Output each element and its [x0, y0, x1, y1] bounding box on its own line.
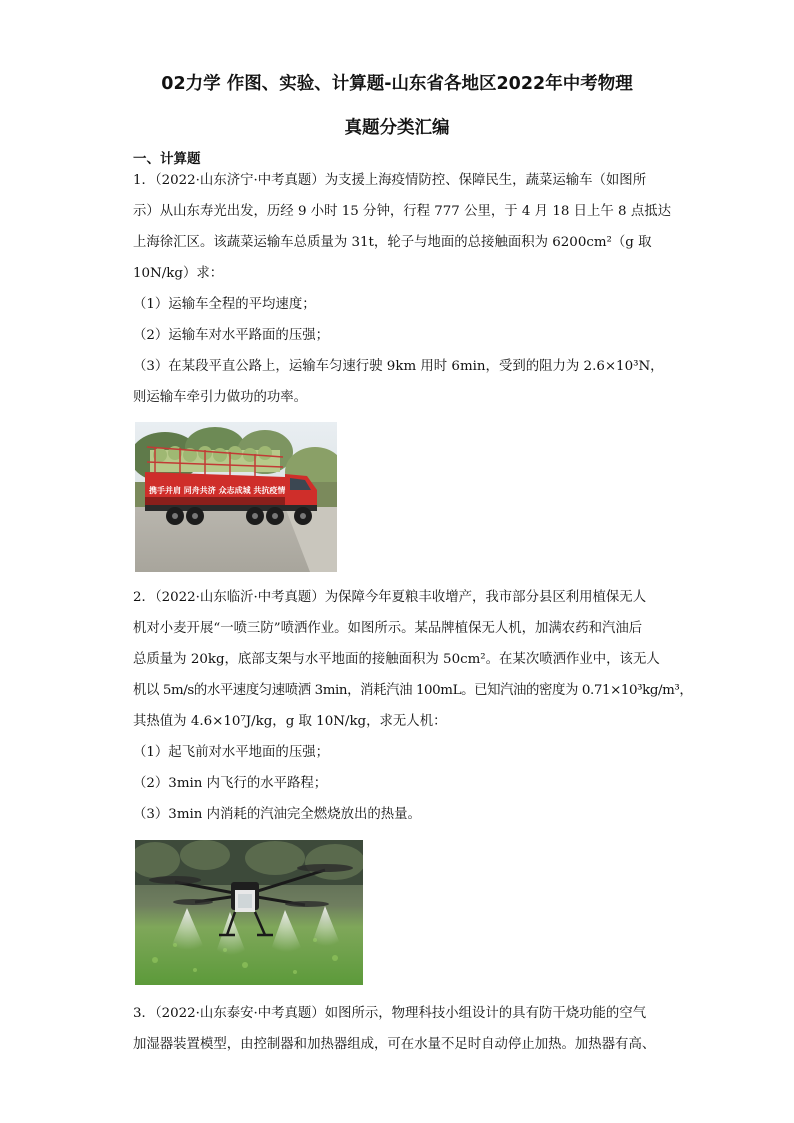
truck-banner-text: 携手并肩 同舟共济 众志成城 共抗疫情 [149, 486, 286, 495]
q1-line: 1．（2022·山东济宁·中考真题）为支援上海疫情防控、保障民生，蔬菜运输车（如图所 [133, 173, 647, 188]
q1-line: 10N/kg）求： [133, 266, 224, 281]
q1-line: 示）从山东寿光出发，历经 9 小时 15 分钟，行程 777 公里，于 4 月 18 日上午 8 点抵达 [133, 204, 671, 219]
q2-sub-question-2: （2）3min 内飞行的水平路程； [133, 776, 328, 791]
q2-sub-question-3: （3）3min 内消耗的汽油完全燃烧放出的热量。 [133, 807, 421, 822]
q2-sub-question-1: （1）起飞前对水平地面的压强； [133, 745, 329, 760]
q1-sub-question-3: （3）在某段平直公路上，运输车匀速行驶 9km 用时 6min，受到的阻力为 2.6×10³N， [133, 359, 664, 374]
section-heading: 一、计算题 [133, 151, 201, 167]
question-2-text [133, 582, 693, 830]
q2-line: 机对小麦开展“一喷三防”喷洒作业。如图所示。某品牌植保无人机，加满农药和汽油后 [133, 621, 643, 636]
q1-sub-question-1: （1）运输车全程的平均速度； [133, 297, 316, 312]
q2-line: 其热值为 4.6×10⁷J/kg，g 取 10N/kg，求无人机： [133, 714, 447, 729]
question-3-text [133, 998, 661, 1060]
q1-sub-question-3-cont: 则运输车牵引力做功的功率。 [133, 390, 308, 405]
q3-line: 3．（2022·山东泰安·中考真题）如图所示，物理科技小组设计的具有防干烧功能的空气 [133, 1006, 647, 1021]
q1-sub-question-2: （2）运输车对水平路面的压强； [133, 328, 329, 343]
agricultural-drone-photo [135, 840, 363, 985]
q2-line: 机以 5m/s的水平速度匀速喷洒 3min，消耗汽油 100mL。已知汽油的密度为 0.71×10³kg/m³， [133, 683, 693, 698]
document-title-line-2: 真题分类汇编 [344, 118, 450, 138]
vegetable-truck-photo [135, 422, 337, 572]
q2-line: 总质量为 20kg，底部支架与水平地面的接触面积为 50cm²。在某次喷洒作业中，该无人 [133, 652, 660, 667]
document-title-line-1: 02力学 作图、实验、计算题-山东省各地区2022年中考物理 [161, 74, 633, 94]
question-1-text [133, 165, 671, 413]
q2-line: 2．（2022·山东临沂·中考真题）为保障今年夏粮丰收增产，我市部分县区利用植保无人 [133, 590, 647, 605]
q3-line: 加湿器装置模型，由控制器和加热器组成，可在水量不足时自动停止加热。加热器有高、 [133, 1037, 656, 1052]
q1-line: 上海徐汇区。该蔬菜运输车总质量为 31t，轮子与地面的总接触面积为 6200cm²（g 取 [133, 235, 652, 250]
